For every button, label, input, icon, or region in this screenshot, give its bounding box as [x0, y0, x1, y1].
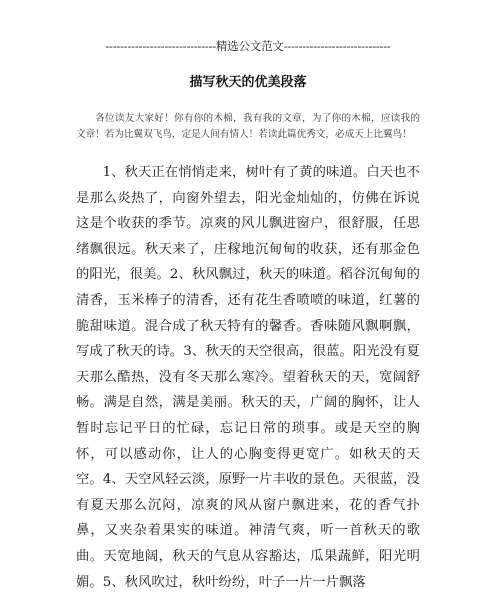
intro-paragraph: 各位读友大家好！你有你的木棉，我有我的文章，为了你的木棉，应读我的文章！若为比翼双飞鸟，定是人间有情人！若读此篇优秀文，必成天上比翼鸟！	[76, 113, 420, 140]
body-paragraph: 1、秋天正在悄悄走来，树叶有了黄的味道。白天也不是那么炎热了，向窗外望去，阳光金灿灿的，仿佛在诉说这是个收获的季节。凉爽的风儿飘进窗户，很舒服，任思绪飘很远。秋天来了，庄稼地沉甸甸的收获，还有那金色的阳光，很美。2、秋风飘过，秋天的味道。稻谷沉甸甸的清香，玉米棒子的清香，还有花生香喷喷的味道，红薯的脆甜味道。混合成了秋天特有的馨香。香味随风飘啊飘，写成了秋天的诗。3、秋天的天空很高，很蓝。阳光没有夏天那么酷热，没有冬天那么寒冷。望着秋天的天，宽阔舒畅。满是自然，满是美丽。秋天的天，广阔的胸怀，让人暂时忘记平日的忙碌，忘记日常的琐事。或是天空的胸怀，可以感动你，让人的心胸变得更宽广。如秋天的天空。4、天空风轻云淡，原野一片丰收的景色。天很蓝，没有夏天那么沉闷，凉爽的风从窗户飘进来，花的香气扑鼻，又夹杂着果实的味道。神清气爽，听一首秋天的歌曲。天宽地阔，秋天的气息从容豁达，瓜果蔬鲜，阳光明媚。5、秋风吹过，秋叶纷纷，叶子一片一片飘落	[76, 165, 420, 590]
document-title: 描写秋天的优美段落	[189, 75, 307, 90]
document-header: ------------------------------精选公文范文-----------------------------	[105, 39, 391, 53]
